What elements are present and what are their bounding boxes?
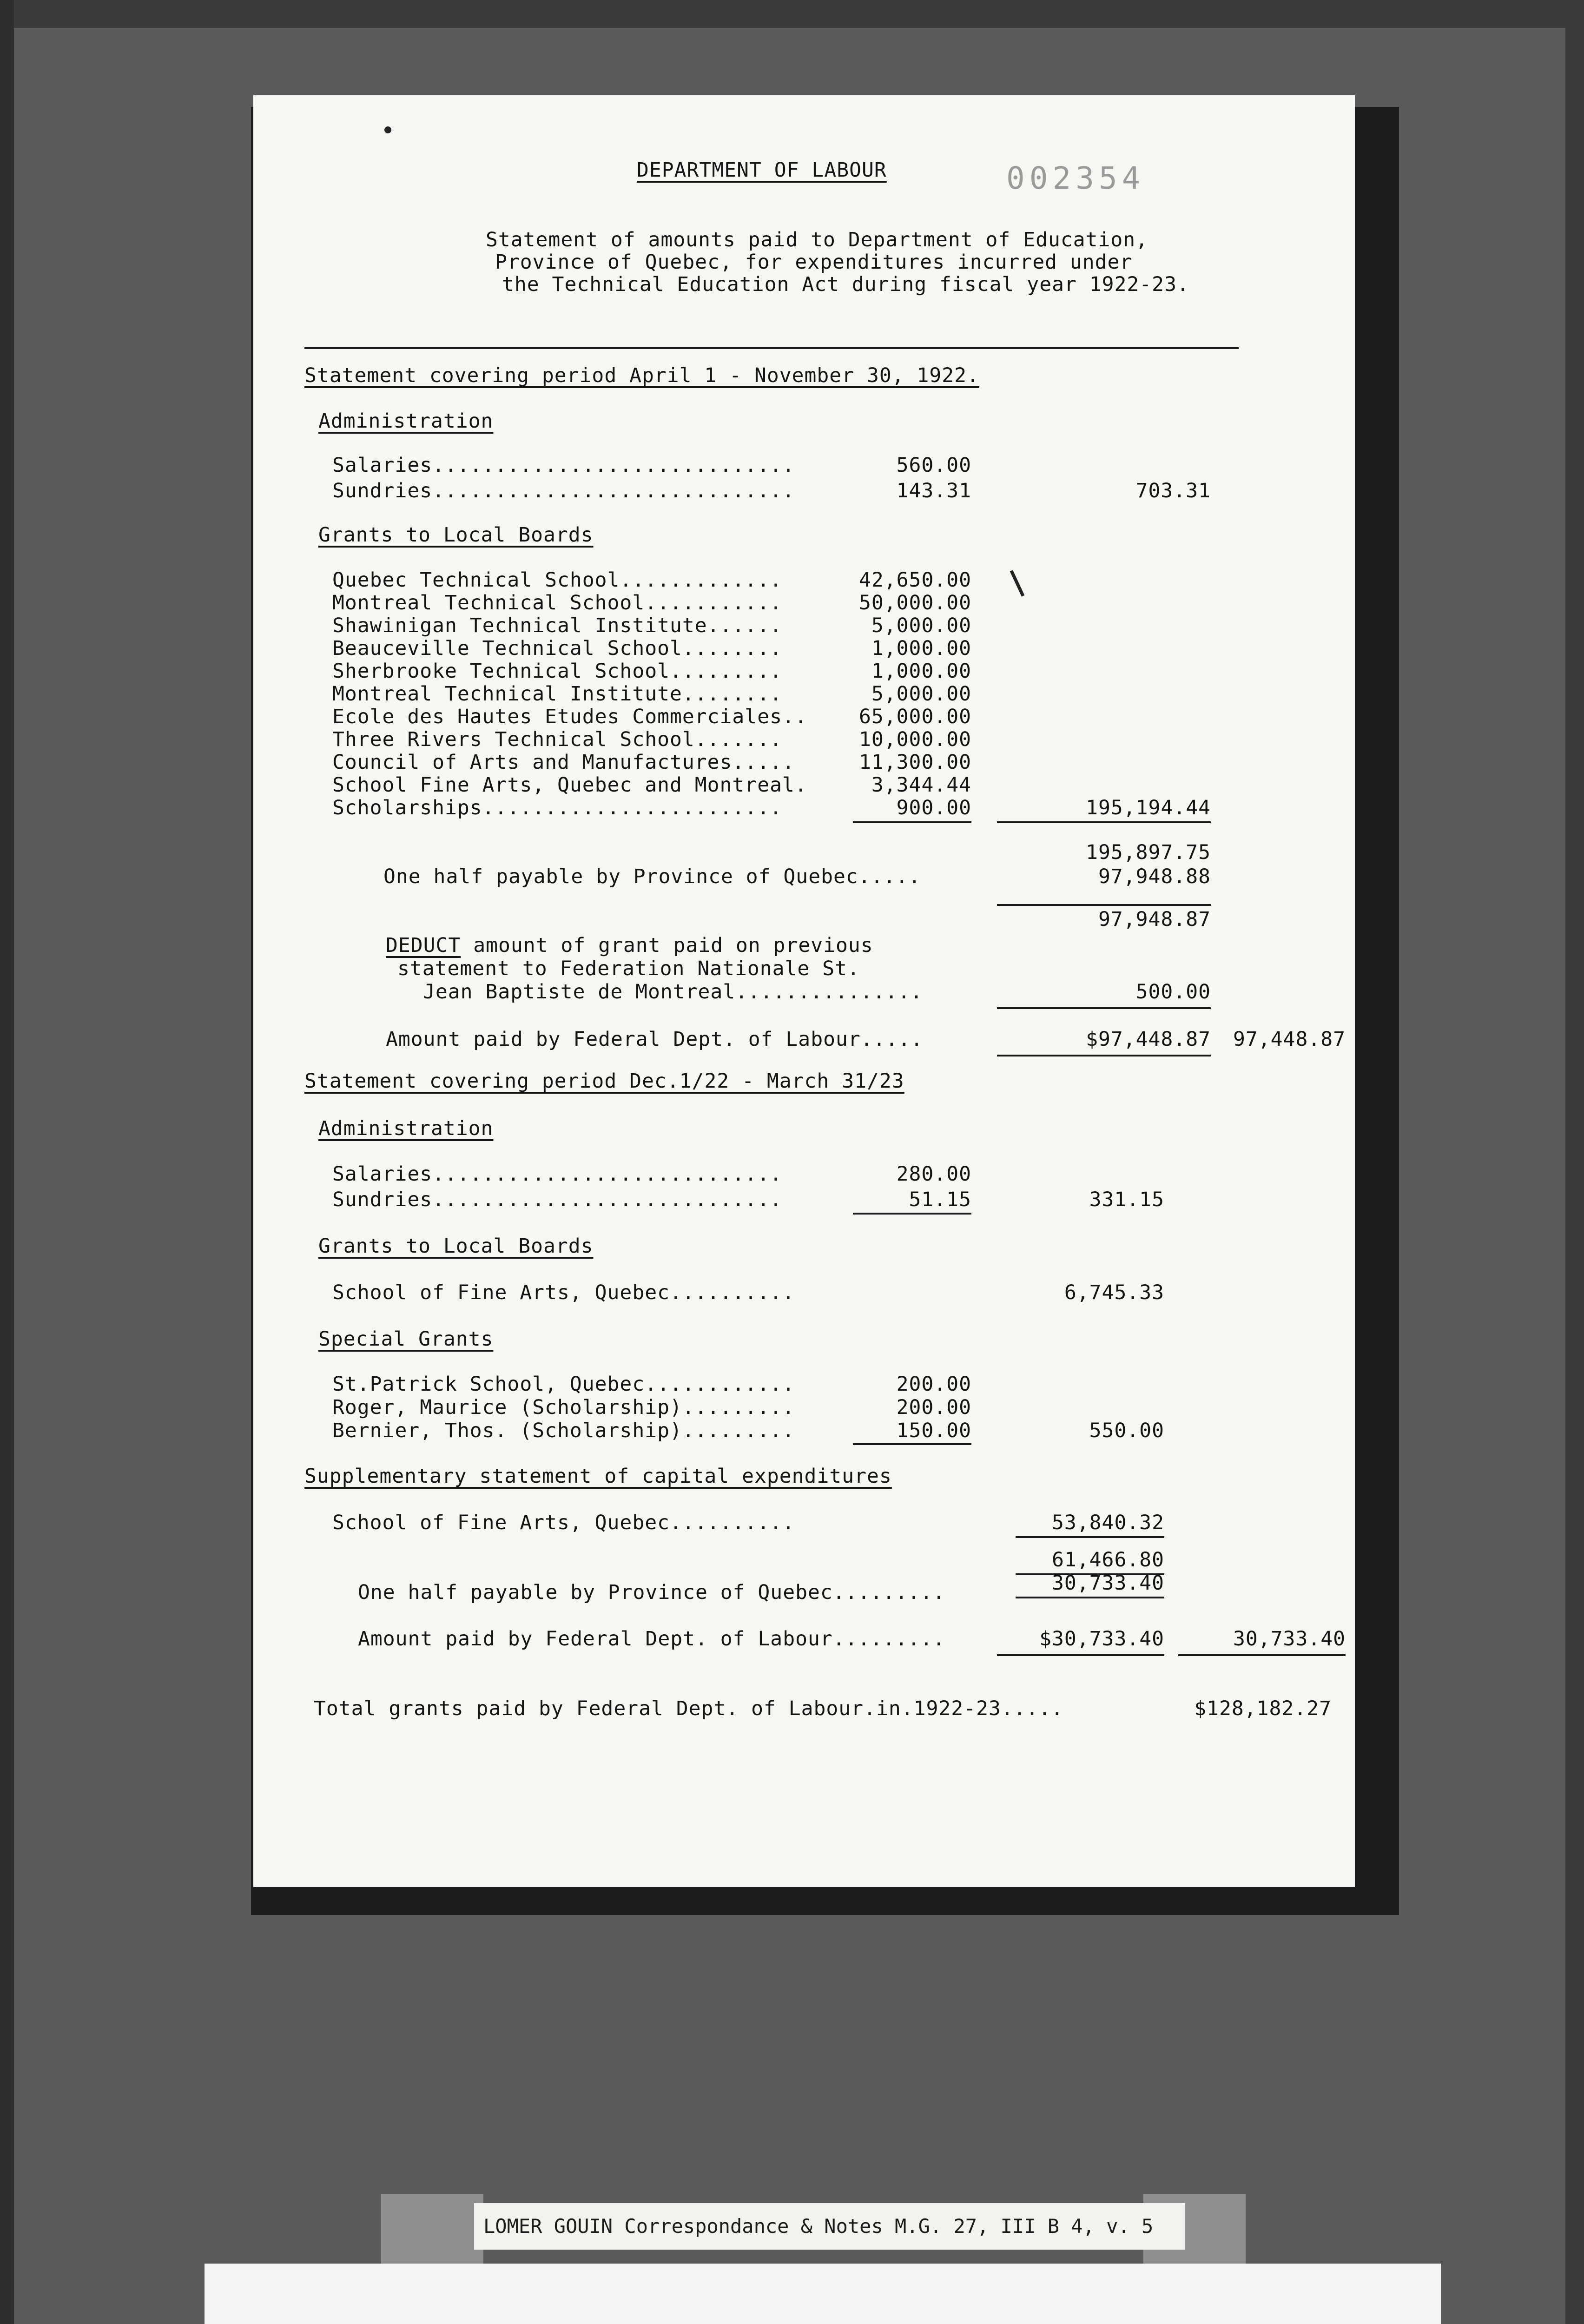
deduct-line-1	[386, 936, 873, 956]
grant-label: Scholarships........................	[332, 796, 782, 819]
grant-amount: 5,000.00	[871, 682, 971, 706]
period2-paid-rule-right	[1178, 1654, 1346, 1656]
special-grant-amount: 150.00	[896, 1419, 971, 1442]
special-underline	[853, 1443, 971, 1445]
sundries-underline	[853, 1213, 971, 1215]
grant-amount: 10,000.00	[859, 728, 971, 751]
period1-grants-heading: Grants to Local Boards	[318, 523, 594, 547]
period1-remainder: 97,948.87	[1098, 908, 1211, 931]
grant-amount: 3,344.44	[871, 773, 971, 797]
period1-salaries-amount: 560.00	[896, 454, 971, 477]
intro-line-3: the Technical Education Act during fiscal year 1922-23.	[502, 273, 1189, 296]
grant-label: Sherbrooke Technical School.........	[332, 660, 782, 683]
document-page	[253, 95, 1355, 1887]
period1-paid-label: Amount paid by Federal Dept. of Labour.....	[386, 1028, 924, 1051]
period1-grants-total: 195,194.44	[1086, 796, 1211, 819]
period2-admin-heading: Administration	[318, 1117, 494, 1140]
period2-subtotal: 61,466.80	[1052, 1548, 1164, 1571]
special-grant-label: St.Patrick School, Quebec............	[332, 1373, 795, 1396]
pencil-mark	[1010, 570, 1025, 596]
grants-underline	[853, 821, 971, 823]
intro-line-2: Province of Quebec, for expenditures incurred under	[495, 251, 1133, 274]
period2-salaries-amount: 280.00	[896, 1162, 971, 1186]
frame-border-top	[0, 0, 1584, 28]
tape-left	[381, 2194, 483, 2264]
period1-half-amount: 97,948.88	[1098, 865, 1211, 888]
period2-admin-total: 331.15	[1089, 1188, 1164, 1211]
supplementary-amount: 53,840.32	[1052, 1511, 1164, 1534]
intro-line-1: Statement of amounts paid to Department of Education,	[486, 228, 1148, 251]
grant-amount: 1,000.00	[871, 660, 971, 683]
period1-salaries-label: Salaries.............................	[332, 454, 795, 477]
deduct-word: DEDUCT	[386, 934, 461, 957]
period2-paid-label: Amount paid by Federal Dept. of Labour.........	[358, 1627, 945, 1651]
period2-sundries-amount: 51.15	[909, 1188, 971, 1211]
period2-sundries-label: Sundries............................	[332, 1188, 782, 1211]
period1-subtotal: 195,897.75	[1086, 841, 1211, 864]
stamp-number: 002354	[1006, 160, 1145, 196]
special-grant-label: Roger, Maurice (Scholarship).........	[332, 1396, 795, 1419]
deduct-amount: 500.00	[1135, 980, 1211, 1004]
grant-label: Ecole des Hautes Etudes Commerciales..	[332, 705, 807, 728]
frame-border-right	[1565, 0, 1584, 2324]
grant-amount: 5,000.00	[871, 614, 971, 637]
period1-admin-heading: Administration	[318, 409, 494, 433]
grant-label: Montreal Technical School...........	[332, 591, 782, 614]
archive-reference-label: LOMER GOUIN Correspondance & Notes M.G. 27, III B 4, v. 5	[474, 2203, 1185, 2250]
period1-title: Statement covering period April 1 - November 30, 1922.	[304, 364, 979, 387]
period2-half-label: One half payable by Province of Quebec.........	[358, 1581, 945, 1604]
period2-title: Statement covering period Dec.1/22 - March 31/23	[304, 1070, 904, 1093]
grant-label: Three Rivers Technical School.......	[332, 728, 782, 751]
archive-card	[205, 2264, 1441, 2324]
special-grant-amount: 200.00	[896, 1373, 971, 1396]
ink-dot-mark	[384, 126, 391, 133]
deduct-line-2: statement to Federation Nationale St.	[397, 957, 860, 980]
half-rule	[997, 904, 1211, 906]
period1-admin-total: 703.31	[1135, 479, 1211, 502]
period2-paid-rule-left	[997, 1654, 1164, 1656]
grant-label: Council of Arts and Manufactures.....	[332, 751, 795, 774]
special-grants-heading: Special Grants	[318, 1327, 494, 1351]
period2-half-underline	[1016, 1597, 1164, 1598]
period2-grants-heading: Grants to Local Boards	[318, 1235, 594, 1258]
period1-paid-total: 97,448.87	[1233, 1028, 1346, 1051]
period1-sundries-label: Sundries.............................	[332, 479, 795, 502]
grant-amount: 1,000.00	[871, 637, 971, 660]
grant-amount: 11,300.00	[859, 751, 971, 774]
period2-grant-label: School of Fine Arts, Quebec..........	[332, 1281, 795, 1304]
header-rule	[304, 347, 1239, 349]
grant-amount: 65,000.00	[859, 705, 971, 728]
grand-total-amount: $128,182.27	[1194, 1697, 1332, 1720]
grant-label: Quebec Technical School.............	[332, 568, 782, 592]
grant-amount: 900.00	[896, 796, 971, 819]
grand-total-label: Total grants paid by Federal Dept. of Labour.in.1922-23.....	[314, 1697, 1064, 1720]
grant-label: Montreal Technical Institute........	[332, 682, 782, 706]
period1-sundries-amount: 143.31	[896, 479, 971, 502]
grant-label: School Fine Arts, Quebec and Montreal.	[332, 773, 807, 797]
supplementary-underline	[1016, 1536, 1164, 1538]
grant-label: Beauceville Technical School........	[332, 637, 782, 660]
period2-paid-total: 30,733.40	[1233, 1627, 1346, 1651]
period1-half-label: One half payable by Province of Quebec.....	[383, 865, 921, 888]
period2-salaries-label: Salaries............................	[332, 1162, 782, 1186]
special-total: 550.00	[1089, 1419, 1164, 1442]
grant-amount: 42,650.00	[859, 568, 971, 592]
supplementary-label: School of Fine Arts, Quebec..........	[332, 1511, 795, 1534]
grant-amount: 50,000.00	[859, 591, 971, 614]
supplementary-heading: Supplementary statement of capital expenditures	[304, 1465, 892, 1488]
special-grant-amount: 200.00	[896, 1396, 971, 1419]
period2-half-amount: 30,733.40	[1052, 1571, 1164, 1595]
frame-border-left	[0, 0, 14, 2324]
deduct-text: amount of grant paid on previous	[461, 934, 873, 957]
deduct-line-3: Jean Baptiste de Montreal...............	[423, 980, 923, 1004]
grants-total-underline	[997, 821, 1211, 823]
period2-paid-amount: $30,733.40	[1039, 1627, 1164, 1651]
special-grant-label: Bernier, Thos. (Scholarship).........	[332, 1419, 795, 1442]
department-heading: DEPARTMENT OF LABOUR	[637, 158, 887, 182]
grant-label: Shawinigan Technical Institute......	[332, 614, 782, 637]
period1-paid-amount: $97,448.87	[1086, 1028, 1211, 1051]
period2-grant-amount: 6,745.33	[1064, 1281, 1164, 1304]
deduct-rule	[997, 1007, 1211, 1009]
paid-rule	[997, 1055, 1211, 1056]
